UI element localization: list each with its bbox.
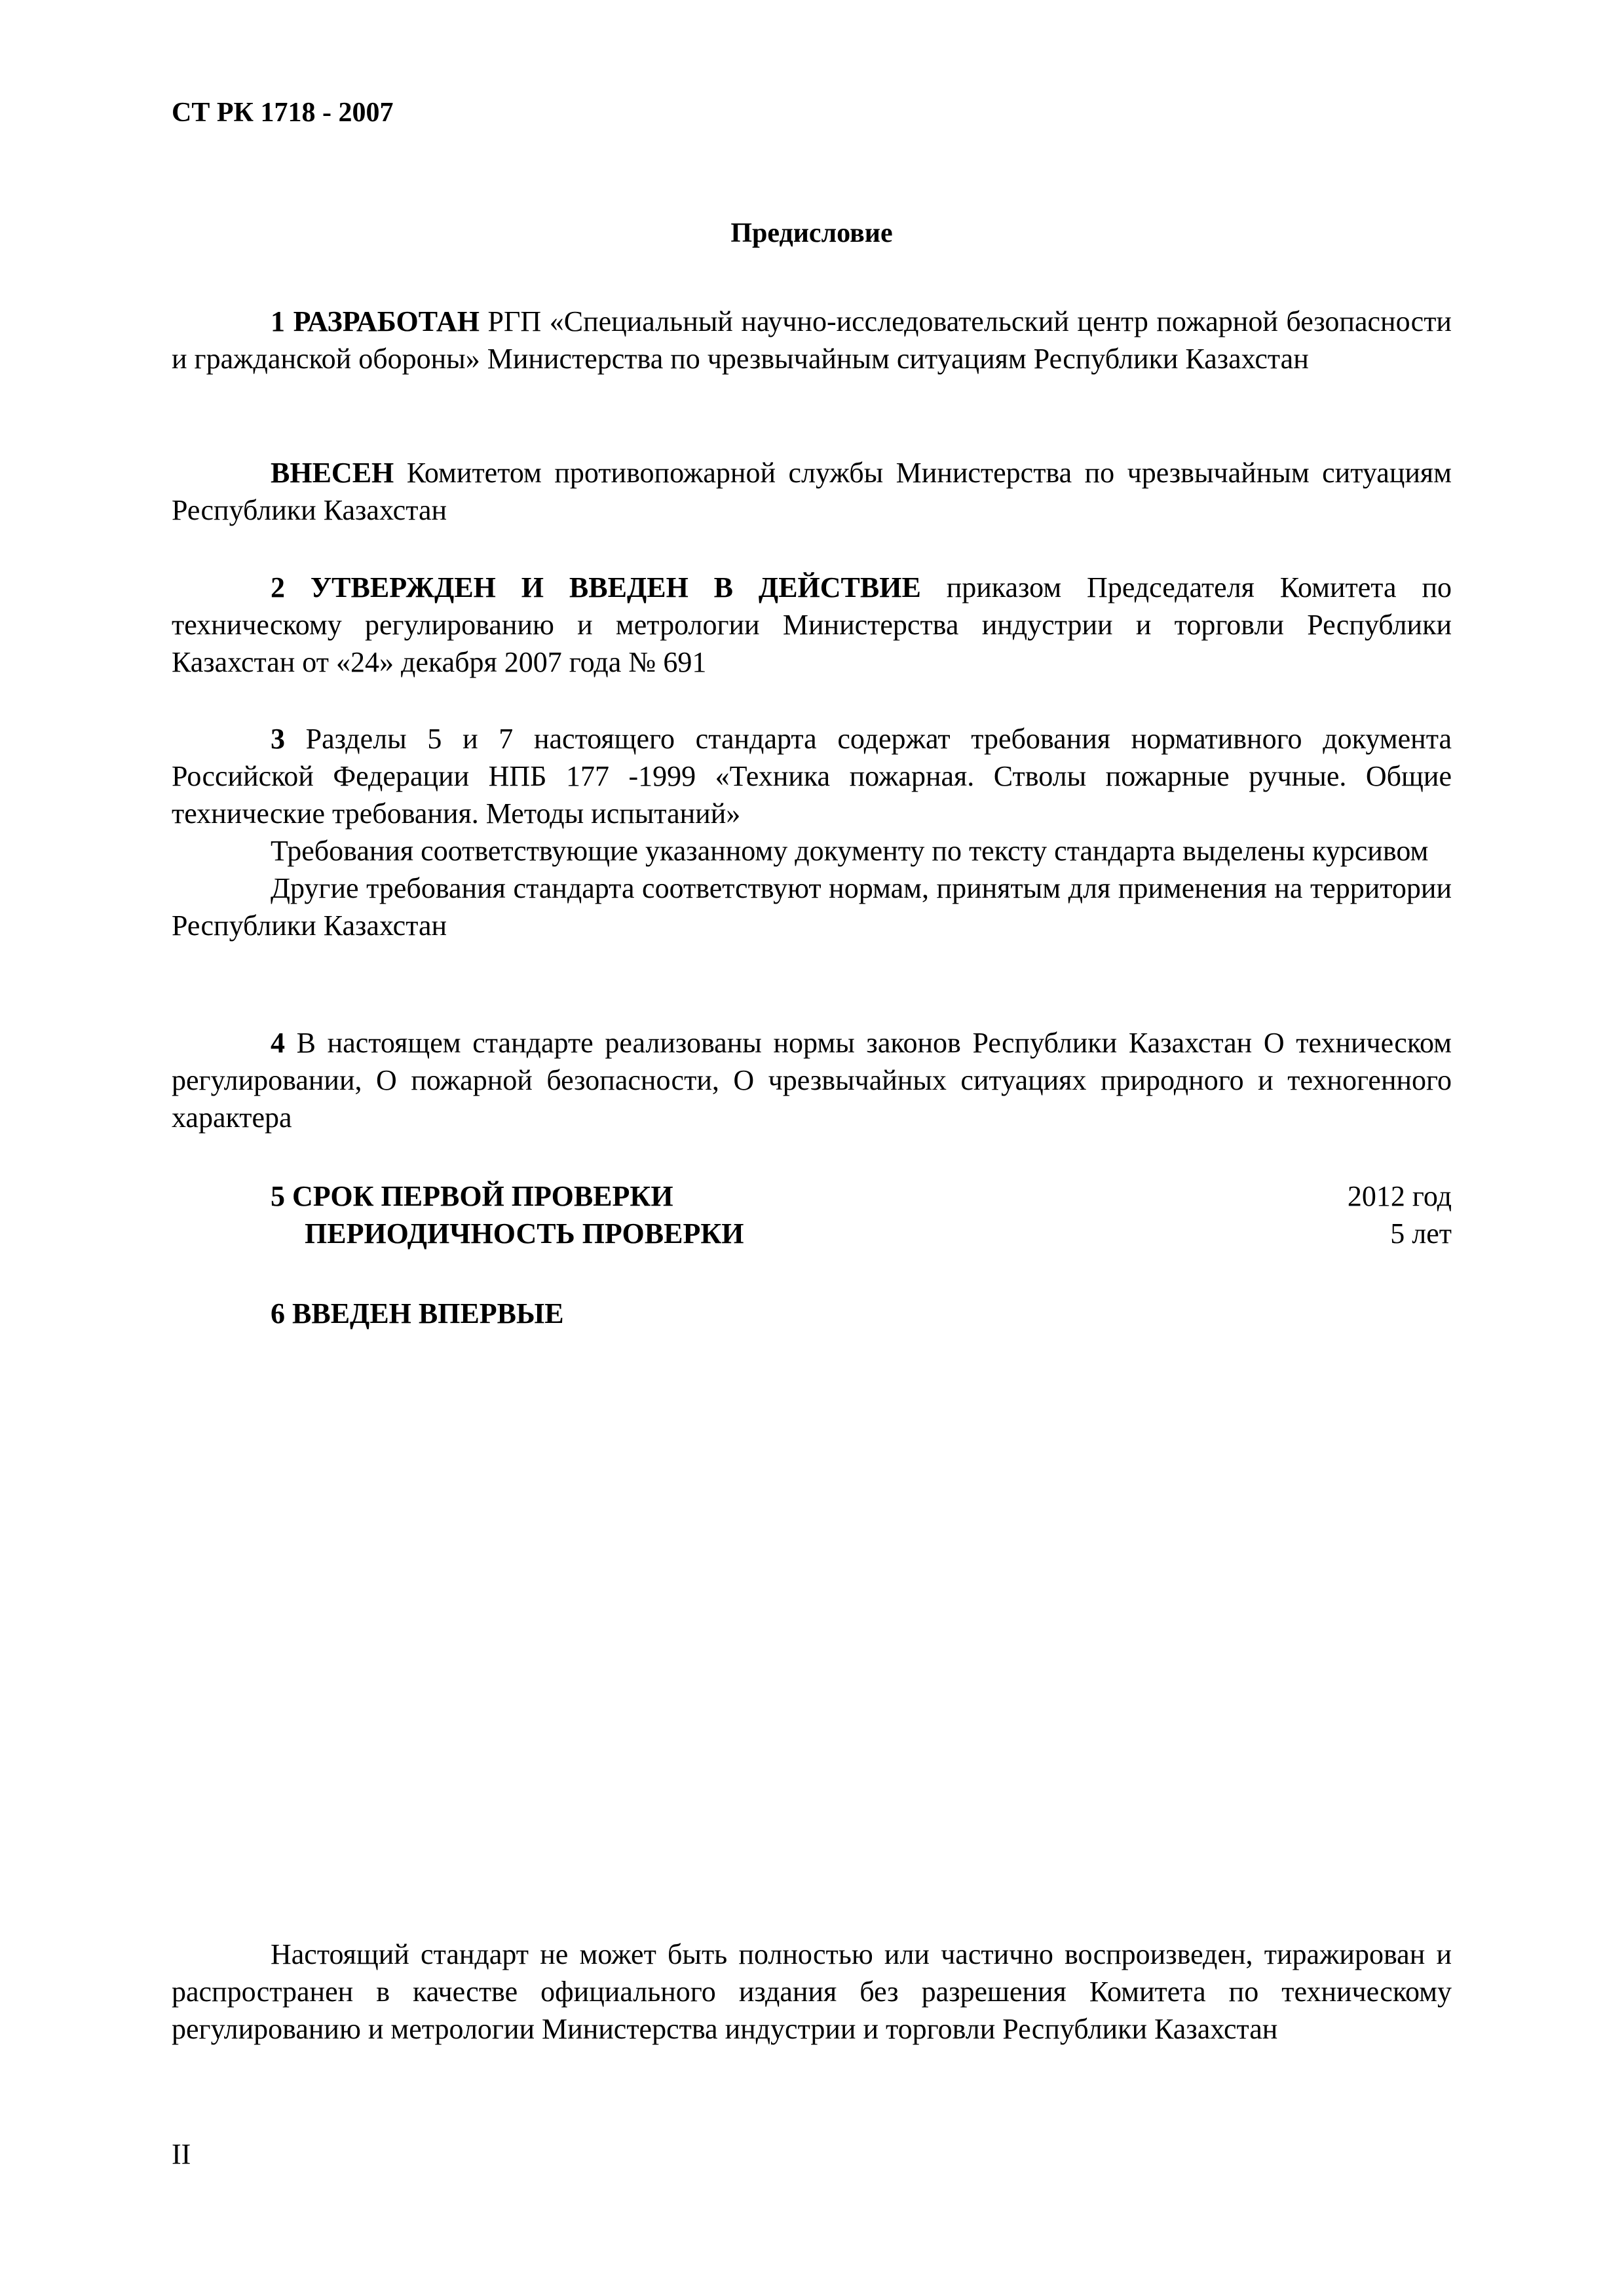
first-check-value: 2012 год	[1347, 1180, 1452, 1212]
section-4-paragraph	[172, 1024, 1452, 1136]
section-3-lead: 3	[271, 723, 285, 755]
section-3-paragraph-2: Требования соответствующие указанному документу по тексту стандарта выделены курсивом	[271, 835, 1429, 867]
copyright-notice-text: Настоящий стандарт не может быть полностью или частично воспроизведен, тиражирован и распространен в качестве официального издания без разрешения Комитета по техническому регулированию и метрологии Министерства индустрии и торговли Республики Казахстан	[172, 1938, 1452, 2045]
first-check-label: 5 СРОК ПЕРВОЙ ПРОВЕРКИ	[271, 1180, 673, 1212]
section-3-paragraph-3: Другие требования стандарта соответствуют нормам, принятым для применения на территории Республики Казахстан	[172, 872, 1452, 942]
standard-code: СТ РК 1718 - 2007	[172, 98, 394, 128]
section-4-text: В настоящем стандарте реализованы нормы законов Республики Казахстан О техническом регулировании, О пожарной безопасности, О чрезвычайных ситуациях природного и техногенного характера	[172, 1027, 1452, 1134]
section-1b-lead: ВНЕСЕН	[271, 457, 394, 489]
section-1-lead: 1 РАЗРАБОТАН	[271, 305, 480, 337]
first-check-row	[271, 1177, 1452, 1215]
section-1b-paragraph	[172, 454, 1452, 529]
section-3-text: Разделы 5 и 7 настоящего стандарта содержат требования нормативного документа Российской Федерации НПБ 177 -1999 «Техника пожарная. Стволы пожарные ручные. Общие технические требования. Методы испытаний»	[172, 723, 1452, 830]
section-1-paragraph	[172, 303, 1452, 377]
section-2-text: приказом Председателя Комитета по техническому регулированию и метрологии Министерства индустрии и торговли Республики Казахстан от «24» декабря 2007 года № 691	[172, 571, 1452, 678]
page-number: II	[172, 2138, 191, 2170]
section-3	[172, 720, 1452, 944]
section-1b	[172, 454, 1452, 529]
section-1-text: РГП «Специальный научно-исследовательский центр пожарной безопасности и гражданской обороны» Министерства по чрезвычайным ситуациям Республики Казахстан	[172, 305, 1452, 375]
section-2-paragraph	[172, 569, 1452, 681]
section-2-lead: 2 УТВЕРЖДЕН И ВВЕДЕН В ДЕЙСТВИЕ	[271, 571, 921, 603]
section-2	[172, 569, 1452, 681]
check-period-value: 5 лет	[1390, 1217, 1452, 1250]
section-4-lead: 4	[271, 1027, 285, 1059]
page-title: Предисловие	[730, 218, 893, 248]
section-1b-text: Комитетом противопожарной службы Министерства по чрезвычайным ситуациям Республики Казахстан	[172, 457, 1452, 526]
section-6-row	[271, 1295, 1452, 1332]
copyright-notice	[172, 1936, 1452, 2048]
check-period-row	[271, 1215, 1452, 1252]
section-1	[172, 303, 1452, 377]
section-4	[172, 1024, 1452, 1136]
section-3-paragraph	[172, 720, 1452, 832]
section-6-label: 6 ВВЕДЕН ВПЕРВЫЕ	[271, 1297, 564, 1330]
check-period-label: ПЕРИОДИЧНОСТЬ ПРОВЕРКИ	[305, 1217, 744, 1250]
